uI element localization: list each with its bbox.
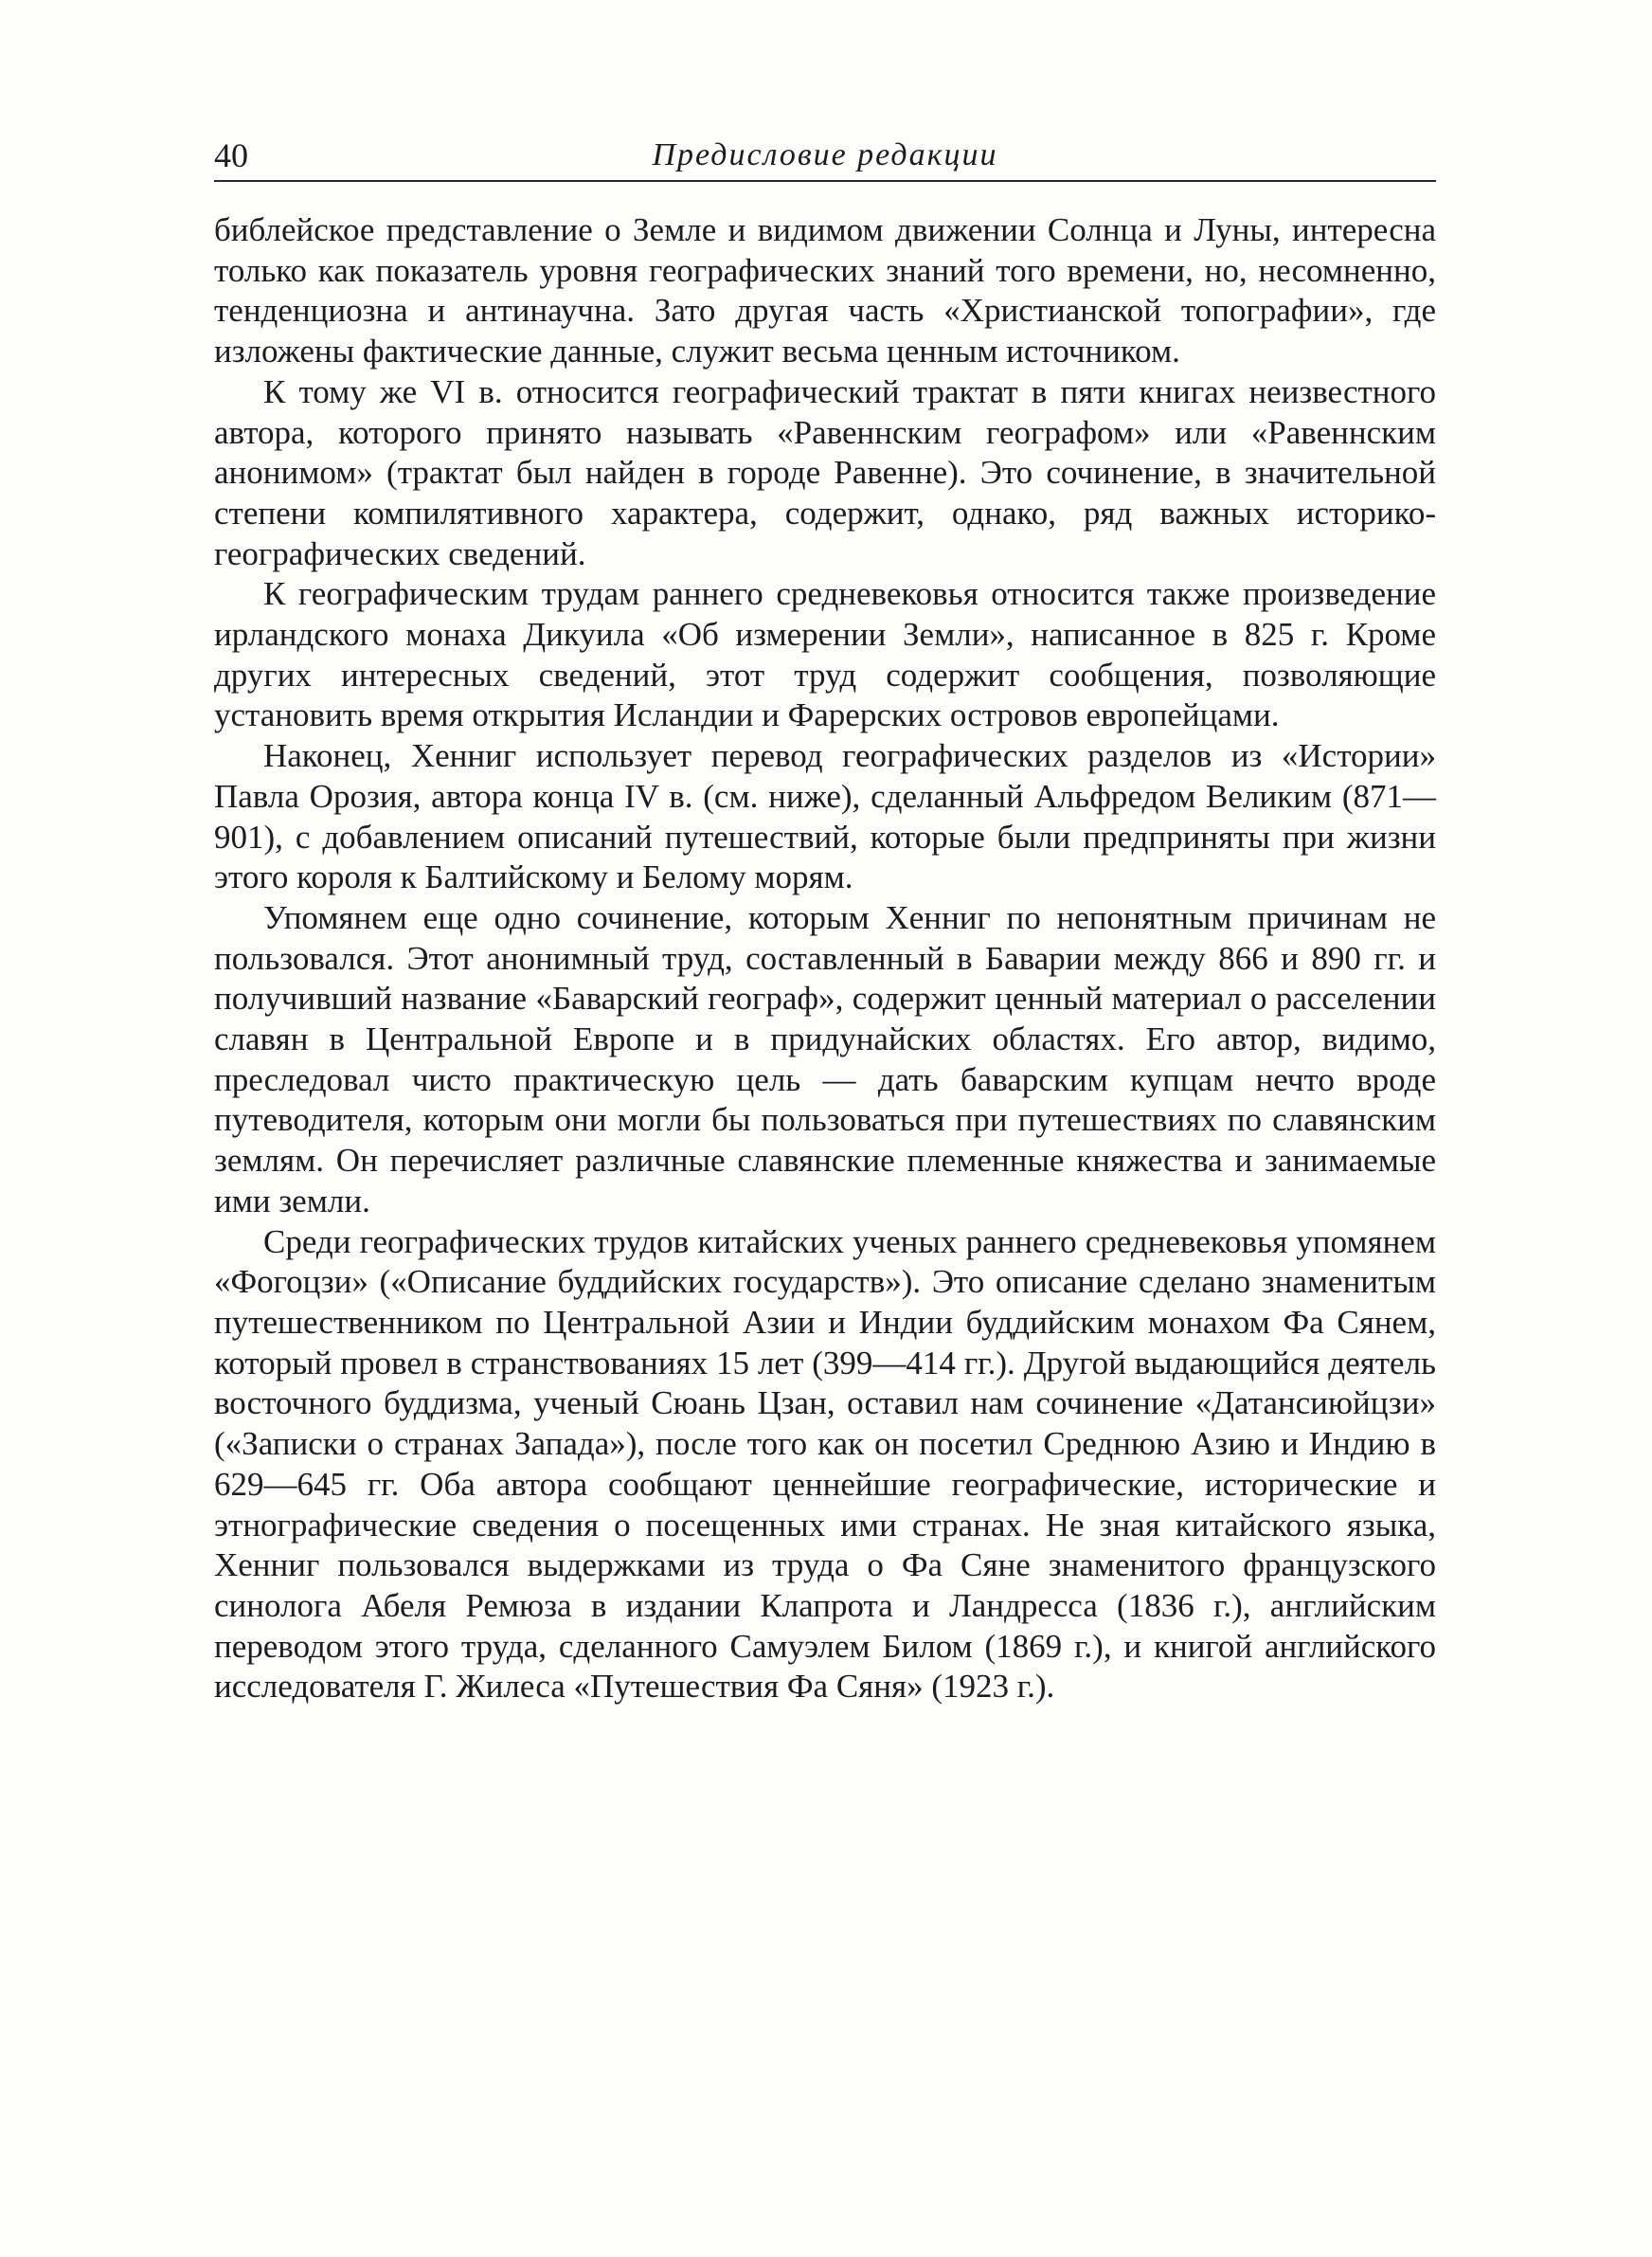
paragraph-orosius-alfred: Наконец, Хенниг использует перевод географических разделов из «Истории» Павла Орозия, автора конца IV в. (см. ниже), сделанный Альфредом Великим (871—901), с добавлением описаний путешествий, которые были предприняты при жизни этого короля к Балтийскому и Белому морям.	[214, 737, 1436, 896]
page-number: 40	[214, 136, 248, 174]
paragraph-continuation: библейское представление о Земле и видимом движении Солнца и Луны, интересна только как показатель уровня географических знаний того времени, но, несомненно, тенденциозна и антинаучна. Зато другая часть «Христианской топографии», где изложены фактические данные, служит весьма ценным источником.	[214, 211, 1436, 370]
running-title: Предисловие редакции	[652, 137, 998, 172]
paragraph-chinese-travelers: Среди географических трудов китайских ученых раннего средневековья упомянем «Фогоцзи» («Описание буддийских государств»). Это описание сделано знаменитым путешественником по Центральной Азии и Индии буддийским монахом Фа Сянем, который провел в странствованиях 15 лет (399—414 гг.). Другой выдающийся деятель восточного буддизма, ученый Сюань Цзан, оставил нам сочинение «Датансиюйцзи» («Записки о странах Запада»), после того как он посетил Среднюю Азию и Индию в 629—645 гг. Оба автора сообщают ценнейшие географические, исторические и этнографические сведения о посещенных ими странах. Не зная китайского языка, Хенниг пользовался выдержками из труда о Фа Сяне знаменитого французского синолога Абеля Ремюза в издании Клапрота и Ландресса (1836 г.), английским переводом этого труда, сделанного Самуэлем Билом (1869 г.), и книгой английского исследователя Г. Жилеса «Путешествия Фа Сяня» (1923 г.).	[214, 1222, 1436, 1706]
paragraph-ravenna-geographer: К тому же VI в. относится географический трактат в пяти книгах неизвестного автора, которого принято называть «Равеннским географом» или «Равеннским анонимом» (трактат был найден в городе Равенне). Это сочинение, в значительной степени компилятивного характера, содержит, однако, ряд важных историко-географических сведений.	[214, 372, 1436, 572]
body-text	[214, 210, 1436, 1707]
paragraph-dicuil: К географическим трудам раннего средневековья относится также произведение ирландского монаха Дикуила «Об измерении Земли», написанное в 825 г. Кроме других интересных сведений, этот труд содержит сообщения, позволяющие установить время открытия Исландии и Фарерских островов европейцами.	[214, 575, 1436, 734]
paragraph-bavarian-geographer: Упомянем еще одно сочинение, которым Хенниг по непонятным причинам не пользовался. Этот анонимный труд, составленный в Баварии между 866 и 890 гг. и получивший название «Баварский географ», содержит ценный материал о расселении славян в Центральной Европе и в придунайских областях. Его автор, видимо, преследовал чисто практическую цель — дать баварским купцам нечто вроде путеводителя, которым они могли бы пользоваться при путешествиях по славянским землям. Он перечисляет различные славянские племенные княжества и занимаемые ими земли.	[214, 898, 1436, 1219]
running-head	[214, 131, 1436, 182]
